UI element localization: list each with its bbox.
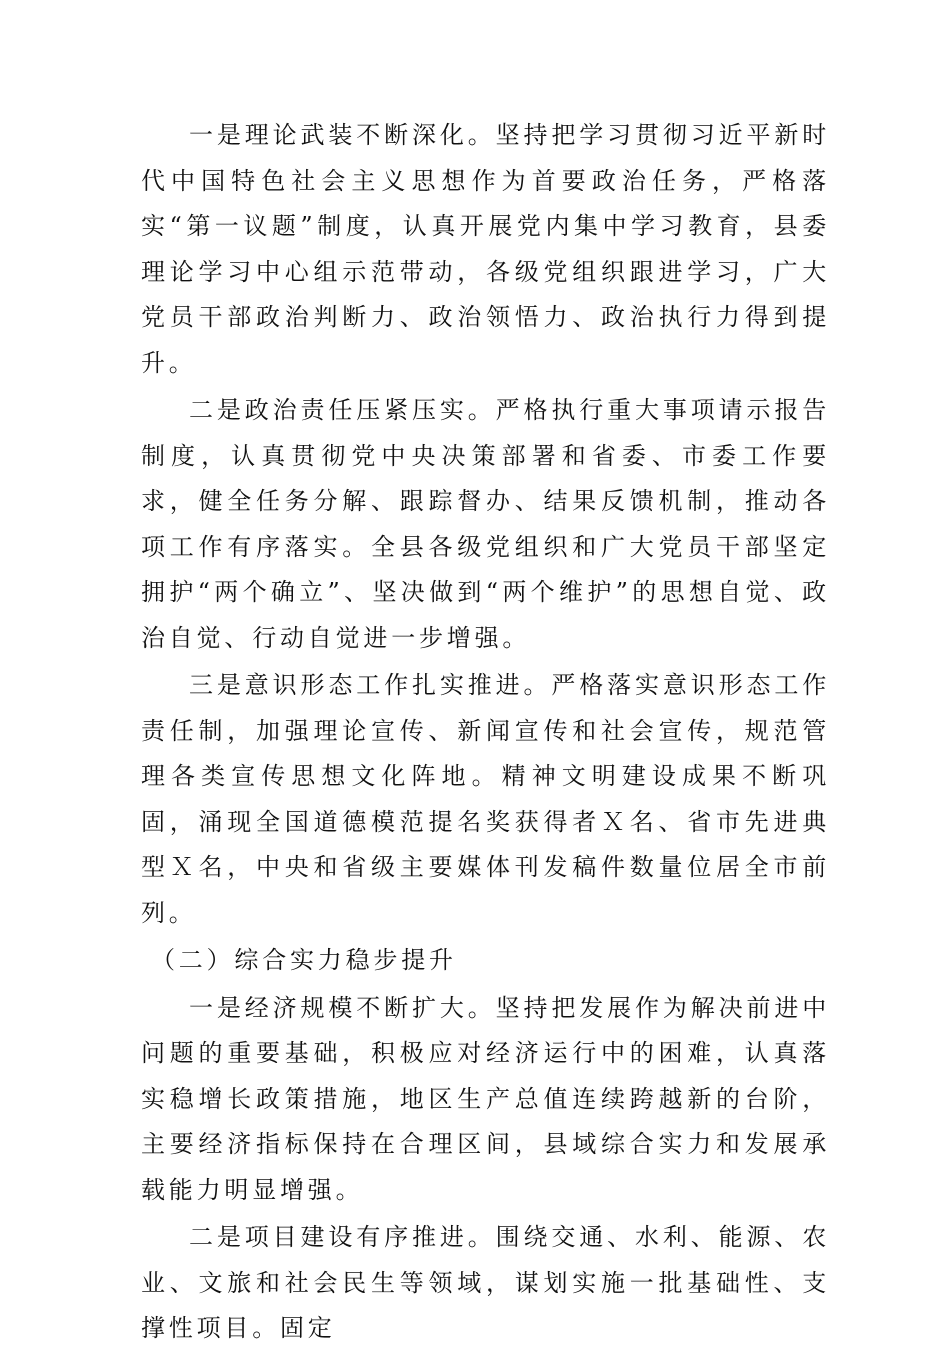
section-heading-comprehensive-strength: （二）综合实力稳步提升 [151,946,457,974]
paragraph-theory-study: 一是理论武装不断深化。坚持把学习贯彻习近平新时代中国特色社会主义思想作为首要政治任务，严格落实“第一议题”制度，认真开展党内集中学习教育，县委理论学习中心组示范带动，各级党组织跟进学习，广大党员干部政治判断力、政治领悟力、政治执行力得到提升。 [141,121,830,377]
paragraph-ideology-work: 三是意识形态工作扎实推进。严格落实意识形态工作责任制，加强理论宣传、新闻宣传和社会宣传，规范管理各类宣传思想文化阵地。精神文明建设成果不断巩固，涌现全国道德模范提名奖获得者Ｘ名、省市先进典型Ｘ名，中央和省级主要媒体刊发稿件数量位居全市前列。 [141,671,830,927]
paragraph-political-responsibility: 二是政治责任压紧压实。严格执行重大事项请示报告制度，认真贯彻党中央决策部署和省委、市委工作要求，健全任务分解、跟踪督办、结果反馈机制，推动各项工作有序落实。全县各级党组织和广大党员干部坚定拥护“两个确立”、坚决做到“两个维护”的思想自觉、政治自觉、行动自觉进一步增强。 [141,396,830,652]
paragraph-economic-scale: 一是经济规模不断扩大。坚持把发展作为解决前进中问题的重要基础，积极应对经济运行中的困难，认真落实稳增长政策措施，地区生产总值连续跨越新的台阶，主要经济指标保持在合理区间，县域综合实力和发展承载能力明显增强。 [141,993,830,1204]
paragraph-project-construction: 二是项目建设有序推进。围绕交通、水利、能源、农业、文旅和社会民生等领域，谋划实施一批基础性、支撑性项目。固定 [141,1223,830,1342]
